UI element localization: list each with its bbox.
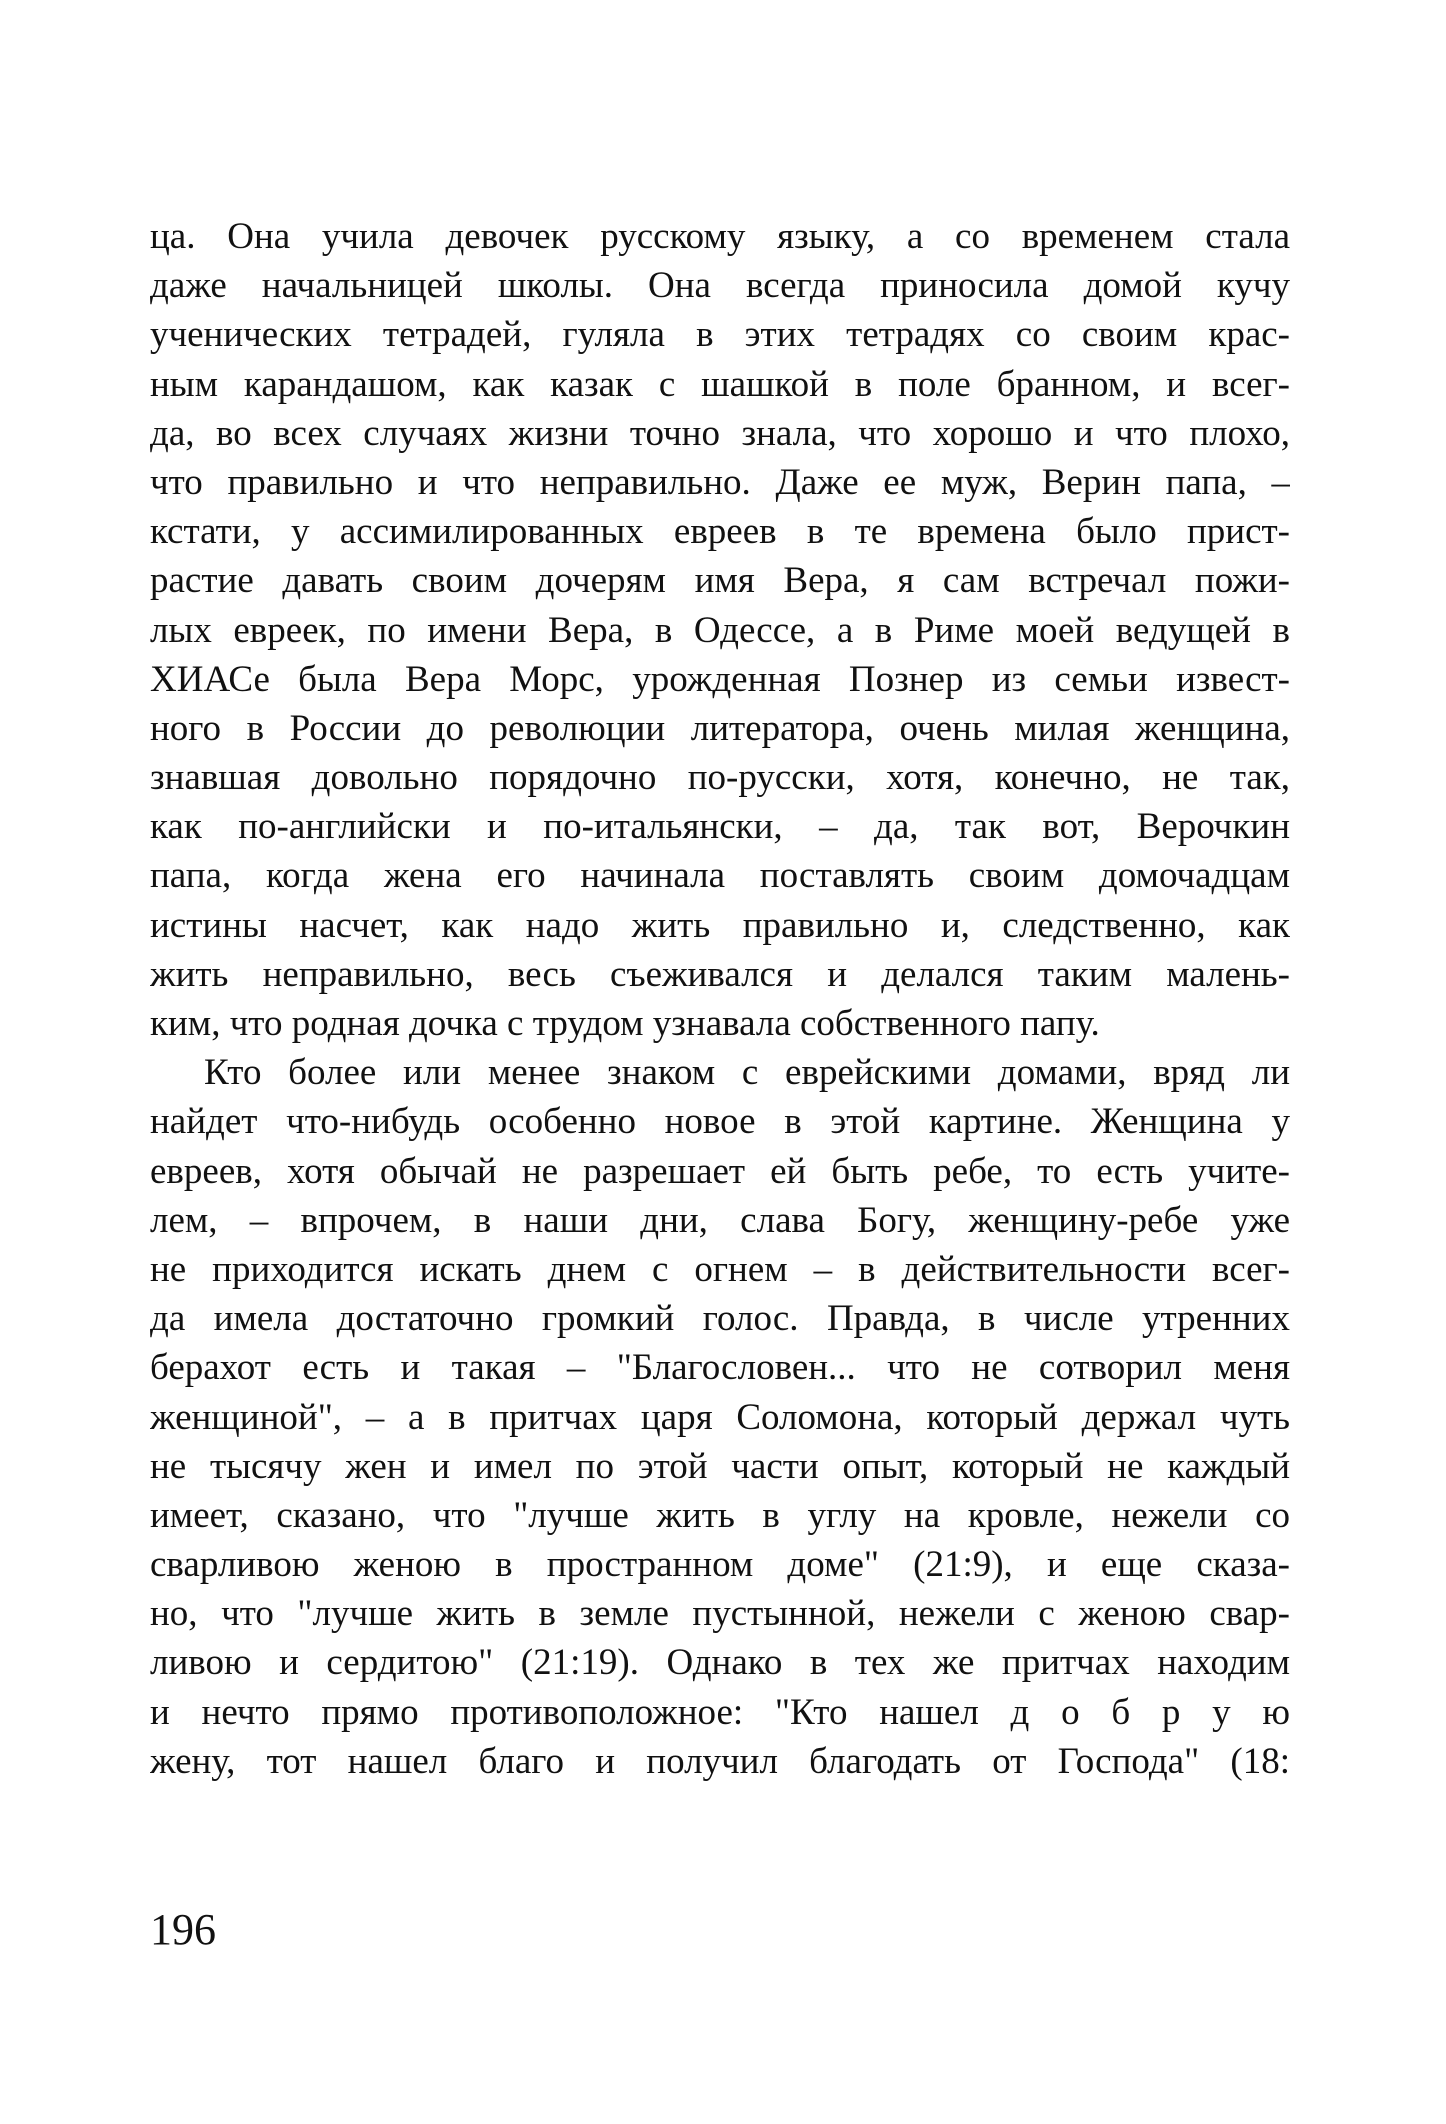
- text-line: жену, тот нашел благо и получил благодать от Господа" (18:: [150, 1740, 1290, 1782]
- text-line: знавшая довольно порядочно по-русски, хотя, конечно, не так,: [150, 757, 1290, 799]
- text-line: и нечто прямо противоположное: "Кто нашел д о б р у ю: [150, 1691, 1290, 1733]
- text-line: евреев, хотя обычай не разрешает ей быть ребе, то есть учите-: [150, 1150, 1290, 1192]
- text-line: кстати, у ассимилированных евреев в те времена было прист-: [150, 511, 1290, 553]
- text-line: ца. Она учила девочек русскому языку, а со временем стала: [150, 216, 1290, 257]
- text-line: да, во всех случаях жизни точно знала, что хорошо и что плохо,: [150, 412, 1290, 454]
- paragraph-1: [150, 212, 1290, 1048]
- text-line: ливою и сердитою" (21:19). Однако в тех же притчах находим: [150, 1642, 1290, 1684]
- text-line: но, что "лучше жить в земле пустынной, нежели с женою свар-: [150, 1593, 1290, 1635]
- text-line: лых евреек, по имени Вера, в Одессе, а в Риме моей ведущей в: [150, 609, 1290, 651]
- body-text: [150, 212, 1290, 1786]
- text-line: не тысячу жен и имел по этой части опыт, который не каждый: [150, 1445, 1290, 1487]
- text-line: как по-английски и по-итальянски, – да, так вот, Верочкин: [150, 806, 1290, 848]
- text-line: ким, что родная дочка с трудом узнавала собственного папу.: [150, 1003, 1100, 1044]
- text-line: да имела достаточно громкий голос. Правда, в числе утренних: [150, 1298, 1290, 1340]
- text-line: ученических тетрадей, гуляла в этих тетрадях со своим крас-: [150, 314, 1290, 356]
- text-line: найдет что-нибудь особенно новое в этой картине. Женщина у: [150, 1101, 1290, 1143]
- text-line: сварливою женою в пространном доме" (21:9), и еще сказа-: [150, 1544, 1290, 1586]
- text-line: имеет, сказано, что "лучше жить в углу на кровле, нежели со: [150, 1494, 1290, 1536]
- text-line: лем, – впрочем, в наши дни, слава Богу, женщину-ребе уже: [150, 1199, 1290, 1241]
- page-number: 196: [150, 1905, 216, 1954]
- text-line: ным карандашом, как казак с шашкой в поле бранном, и всег-: [150, 363, 1290, 405]
- text-line: берахот есть и такая – "Благословен... что не сотворил меня: [150, 1347, 1290, 1389]
- text-line: ного в России до революции литератора, очень милая женщина,: [150, 707, 1290, 749]
- text-line: ХИАСе была Вера Морс, урожденная Познер из семьи извест-: [150, 658, 1290, 700]
- text-line: что правильно и что неправильно. Даже ее муж, Верин папа, –: [150, 461, 1290, 503]
- text-line: даже начальницей школы. Она всегда приносила домой кучу: [150, 265, 1290, 307]
- paragraph-2: [150, 1048, 1290, 1786]
- text-line: растие давать своим дочерям имя Вера, я сам встречал пожи-: [150, 560, 1290, 602]
- text-line: не приходится искать днем с огнем – в действительности всег-: [150, 1248, 1290, 1290]
- text-line: Кто более или менее знаком с еврейскими домами, вряд ли: [204, 1052, 1290, 1094]
- text-line: жить неправильно, весь съеживался и делался таким малень-: [150, 953, 1290, 995]
- text-line: женщиной", – а в притчах царя Соломона, который держал чуть: [150, 1396, 1290, 1438]
- text-line: папа, когда жена его начинала поставлять своим домочадцам: [150, 855, 1290, 897]
- text-line: истины насчет, как надо жить правильно и, следственно, как: [150, 904, 1290, 946]
